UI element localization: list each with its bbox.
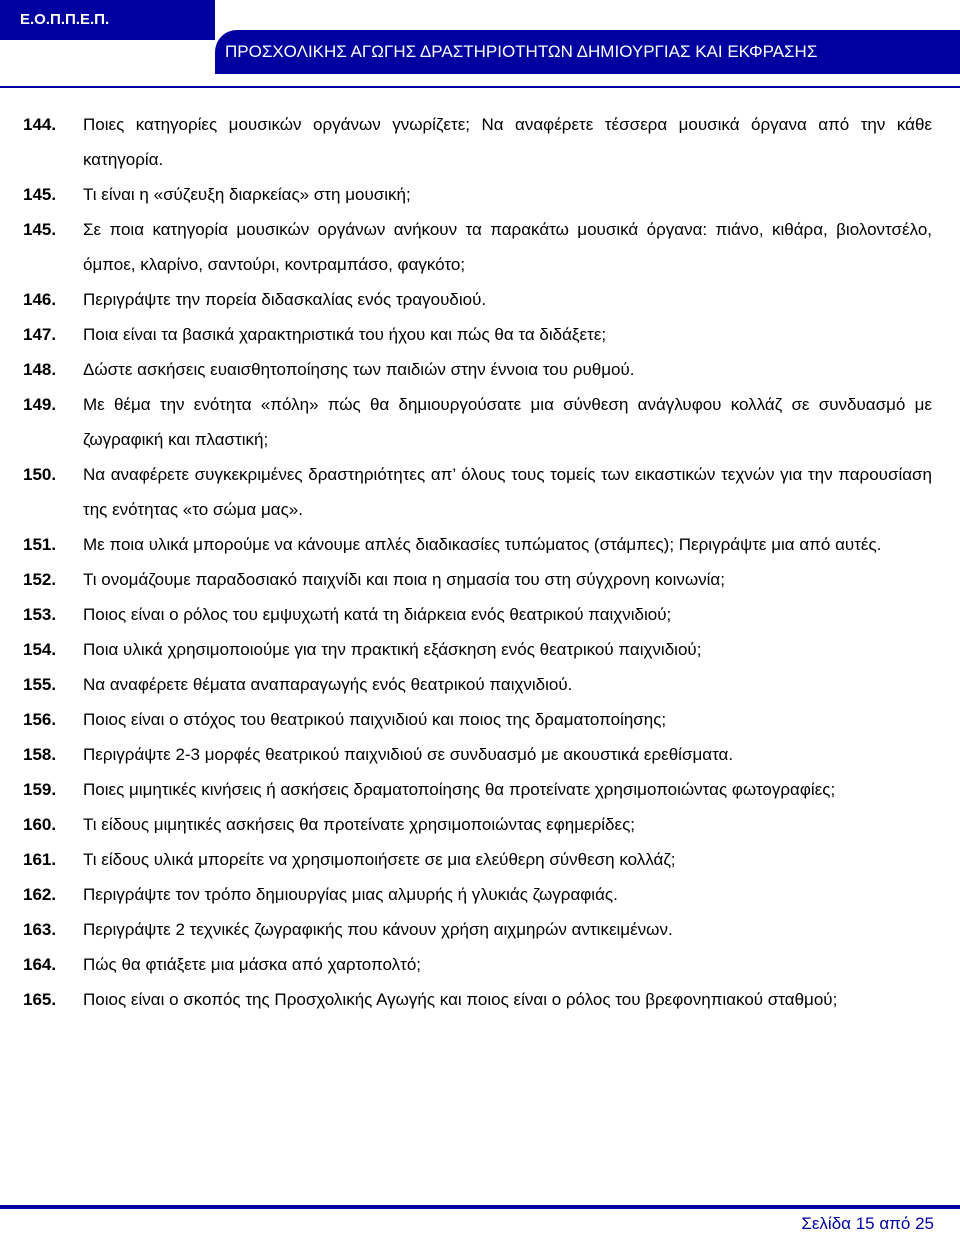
question-number: 159. — [23, 780, 57, 799]
question-item — [23, 912, 932, 947]
question-item — [23, 947, 932, 982]
question-number: 149. — [23, 395, 57, 414]
header-divider — [0, 86, 960, 88]
question-text: Να αναφέρετε συγκεκριμένες δραστηριότητες απ’ όλους τους τομείς των εικαστικών τεχνών για την παρουσίαση της ενότητας «το σώμα μας». — [83, 465, 932, 519]
question-item — [23, 842, 932, 877]
question-item — [23, 667, 932, 702]
question-number: 155. — [23, 675, 57, 694]
question-text: Σε ποια κατηγορία μουσικών οργάνων ανήκουν τα παρακάτω μουσικά όργανα: πιάνο, κιθάρα, βιολοντσέλο, όμποε, κλαρίνο, σαντούρι, κοντραμπάσο, φαγκότο; — [83, 220, 932, 274]
question-number: 165. — [23, 990, 57, 1009]
question-text: Περιγράψτε τον τρόπο δημιουργίας μιας αλμυρής ή γλυκιάς ζωγραφιάς. — [83, 885, 618, 904]
question-item — [23, 457, 932, 527]
question-text: Ποια υλικά χρησιμοποιούμε για την πρακτική εξάσκηση ενός θεατρικού παιχνιδιού; — [83, 640, 702, 659]
footer-divider — [0, 1205, 960, 1209]
question-text: Δώστε ασκήσεις ευαισθητοποίησης των παιδιών στην έννοια του ρυθμού. — [83, 360, 635, 379]
question-number: 164. — [23, 955, 57, 974]
question-number: 147. — [23, 325, 57, 344]
question-number: 156. — [23, 710, 57, 729]
question-number: 145. — [23, 220, 57, 239]
question-text: Με ποια υλικά μπορούμε να κάνουμε απλές διαδικασίες τυπώματος (στάμπες); Περιγράψτε μια από αυτές. — [83, 535, 882, 554]
question-text: Πώς θα φτιάξετε μια μάσκα από χαρτοπολτό; — [83, 955, 422, 974]
question-number: 152. — [23, 570, 57, 589]
question-item — [23, 282, 932, 317]
question-number: 161. — [23, 850, 57, 869]
question-text: Περιγράψτε 2 τεχνικές ζωγραφικής που κάνουν χρήση αιχμηρών αντικειμένων. — [83, 920, 673, 939]
question-item — [23, 877, 932, 912]
question-text: Ποιες μιμητικές κινήσεις ή ασκήσεις δραματοποίησης θα προτείνατε χρησιμοποιώντας φωτογραφίες; — [83, 780, 836, 799]
question-item — [23, 562, 932, 597]
question-text: Με θέμα την ενότητα «πόλη» πώς θα δημιουργούσατε μια σύνθεση ανάγλυφου κολλάζ σε συνδυασμό με ζωγραφική και πλαστική; — [83, 395, 932, 449]
question-text: Περιγράψτε 2-3 μορφές θεατρικού παιχνιδιού σε συνδυασμό με ακουστικά ερεθίσματα. — [83, 745, 734, 764]
question-number: 153. — [23, 605, 57, 624]
question-item — [23, 807, 932, 842]
question-number: 146. — [23, 290, 57, 309]
question-number: 160. — [23, 815, 57, 834]
question-item — [23, 632, 932, 667]
question-number: 151. — [23, 535, 57, 554]
question-item — [23, 317, 932, 352]
question-item — [23, 177, 932, 212]
question-text: Περιγράψτε την πορεία διδασκαλίας ενός τραγουδιού. — [83, 290, 487, 309]
question-item — [23, 702, 932, 737]
question-number: 154. — [23, 640, 57, 659]
question-text: Ποιος είναι ο σκοπός της Προσχολικής Αγωγής και ποιος είναι ο ρόλος του βρεφονηπιακού σταθμού; — [83, 990, 838, 1009]
question-item — [23, 212, 932, 282]
question-item — [23, 982, 932, 1017]
question-item — [23, 527, 932, 562]
question-number: 148. — [23, 360, 57, 379]
question-item — [23, 387, 932, 457]
question-number: 162. — [23, 885, 57, 904]
question-item — [23, 107, 932, 177]
question-item — [23, 597, 932, 632]
question-text: Ποιες κατηγορίες μουσικών οργάνων γνωρίζετε; Να αναφέρετε τέσσερα μουσικά όργανα από την κάθε κατηγορία. — [83, 115, 932, 169]
question-item — [23, 772, 932, 807]
question-text: Τι είναι η «σύζευξη διαρκείας» στη μουσική; — [83, 185, 411, 204]
header-organization: Ε.Ο.Π.Π.Ε.Π. — [0, 0, 215, 40]
question-text: Να αναφέρετε θέματα αναπαραγωγής ενός θεατρικού παιχνιδιού. — [83, 675, 573, 694]
page-number: Σελίδα 15 από 25 — [801, 1214, 934, 1233]
question-item — [23, 737, 932, 772]
question-text: Ποια είναι τα βασικά χαρακτηριστικά του ήχου και πώς θα τα διδάξετε; — [83, 325, 607, 344]
question-text: Τι είδους μιμητικές ασκήσεις θα προτείνατε χρησιμοποιώντας εφημερίδες; — [83, 815, 635, 834]
question-number: 144. — [23, 115, 57, 134]
question-text: Τι είδους υλικά μπορείτε να χρησιμοποιήσετε σε μια ελεύθερη σύνθεση κολλάζ; — [83, 850, 676, 869]
question-number: 158. — [23, 745, 57, 764]
question-text: Ποιος είναι ο ρόλος του εμψυχωτή κατά τη διάρκεια ενός θεατρικού παιχνιδιού; — [83, 605, 672, 624]
question-number: 145. — [23, 185, 57, 204]
question-number: 163. — [23, 920, 57, 939]
header-title: ΠΡΟΣΧΟΛΙΚΗΣ ΑΓΩΓΗΣ ΔΡΑΣΤΗΡΙΟΤΗΤΩΝ ΔΗΜΙΟΥΡΓΙΑΣ ΚΑΙ ΕΚΦΡΑΣΗΣ — [215, 30, 960, 74]
question-item — [23, 352, 932, 387]
question-text: Ποιος είναι ο στόχος του θεατρικού παιχνιδιού και ποιος της δραματοποίησης; — [83, 710, 667, 729]
question-text: Τι ονομάζουμε παραδοσιακό παιχνίδι και ποια η σημασία του στη σύγχρονη κοινωνία; — [83, 570, 725, 589]
question-number: 150. — [23, 465, 57, 484]
question-list — [23, 107, 932, 1017]
